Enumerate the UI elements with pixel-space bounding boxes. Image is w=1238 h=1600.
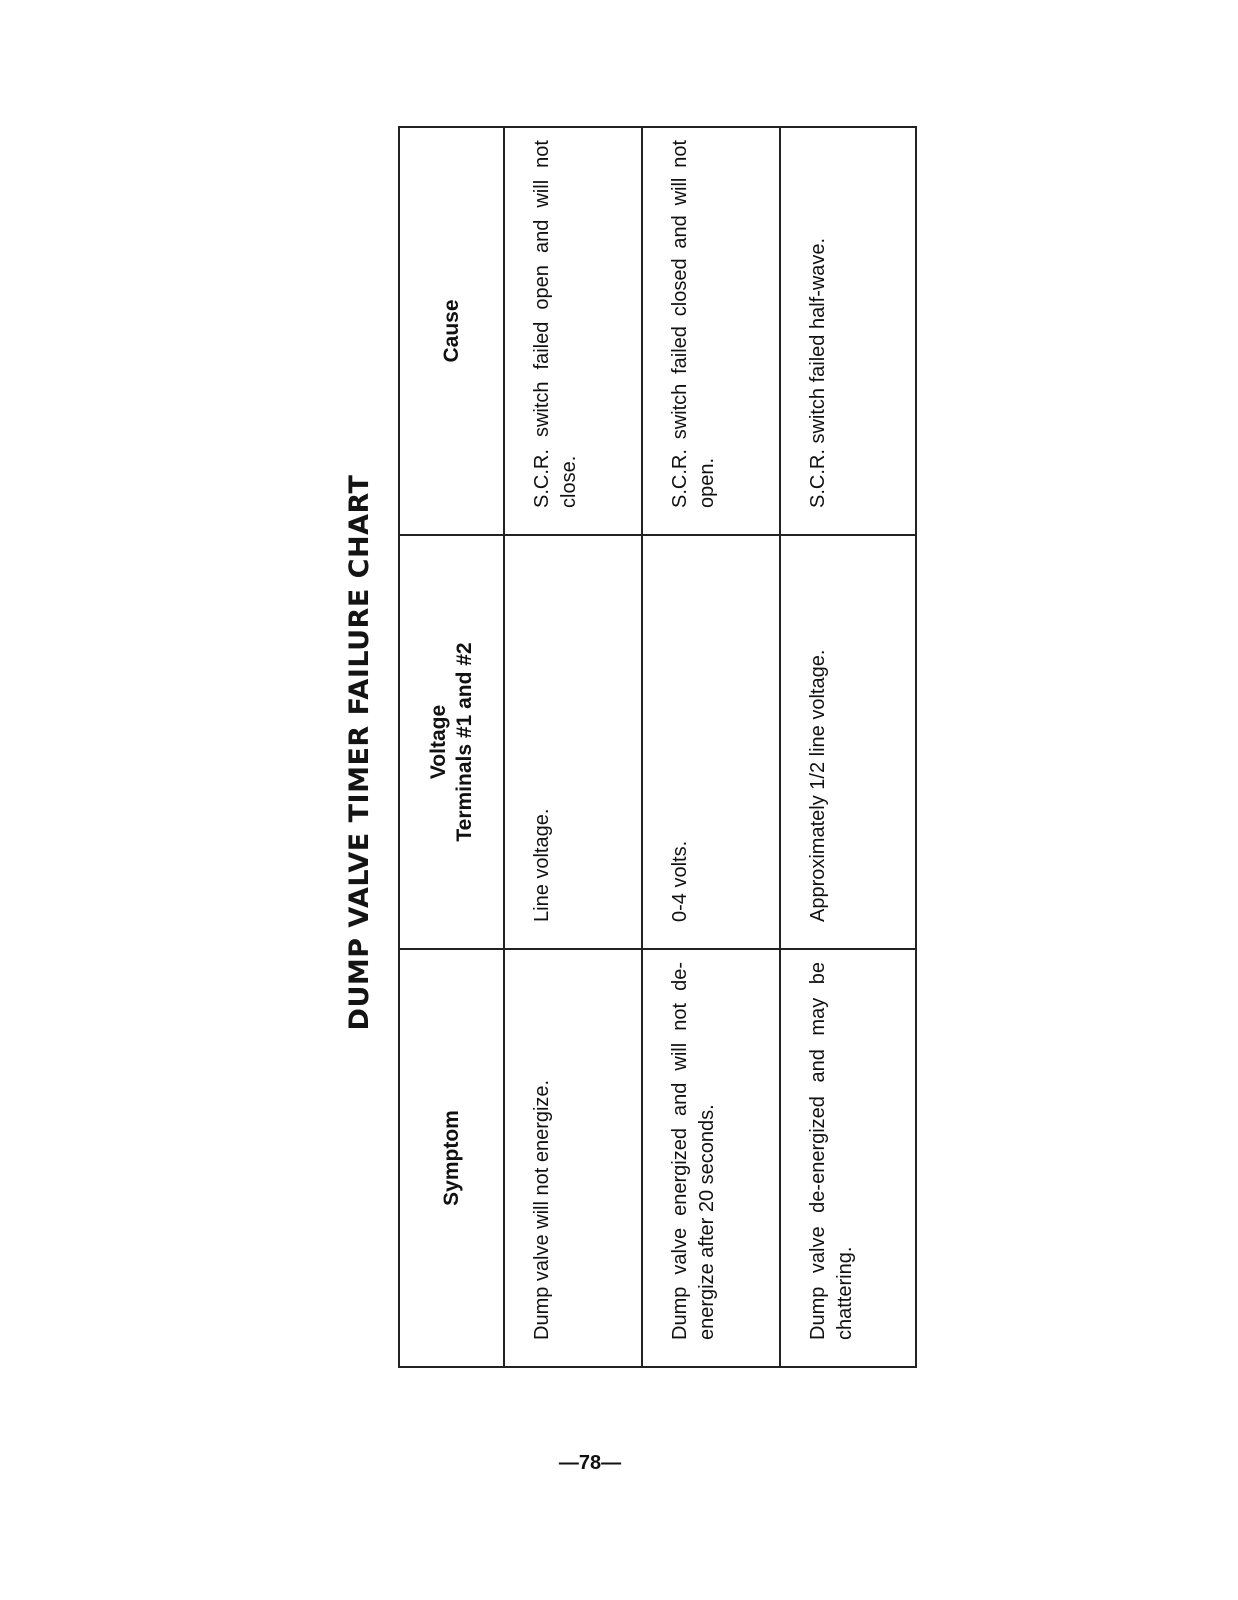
cell-cause: S.C.R. switch failed closed and will not open. (642, 127, 780, 535)
table-row (780, 127, 916, 1367)
page-title: DUMP VALVE TIMER FAILURE CHART (344, 474, 375, 1031)
header-voltage (399, 535, 504, 949)
cell-symptom: Dump valve de-energized and may be chattering. (780, 949, 916, 1367)
cell-voltage: Approximately 1/2 line voltage. (780, 535, 916, 949)
header-voltage-line2: Terminals #1 and #2 (452, 642, 476, 842)
table-row (642, 127, 780, 1367)
cell-cause: S.C.R. switch failed open and will not close. (504, 127, 642, 535)
cell-symptom: Dump valve will not energize. (504, 949, 642, 1367)
header-voltage-line1: Voltage (426, 704, 450, 780)
cell-symptom: Dump valve energized and will not de-energize after 20 seconds. (642, 949, 780, 1367)
rotated-chart-area (340, 125, 860, 1380)
header-cause: Cause (399, 127, 504, 535)
cell-voltage: Line voltage. (504, 535, 642, 949)
cell-voltage: 0-4 volts. (642, 535, 780, 949)
table-row (504, 127, 642, 1367)
cell-cause: S.C.R. switch failed half-wave. (780, 127, 916, 535)
header-symptom: Symptom (399, 949, 504, 1367)
table-header-row (399, 127, 504, 1367)
failure-chart-table (398, 126, 917, 1368)
page-number: —78— (558, 1452, 622, 1474)
